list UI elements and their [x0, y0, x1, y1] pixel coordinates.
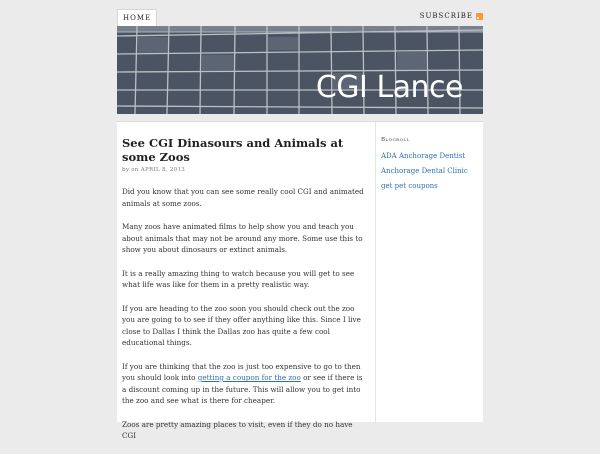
sidebar — [375, 122, 484, 422]
blogroll-link[interactable]: get pet coupons — [381, 182, 438, 190]
blog-post — [122, 136, 365, 442]
post-paragraph: If you are heading to the zoo soon you should check out the zoo you are going to to see if they offer anything like this. Since I live close to Dallas I think the Dallas zoo has quite a few cool educational things. — [122, 303, 361, 347]
post-paragraph: Zoos are pretty amazing places to visit, even if they do no have CGI — [122, 419, 353, 440]
zoo-coupon-link[interactable]: getting a coupon for the zoo — [197, 373, 301, 382]
top-nav — [117, 9, 483, 26]
post-meta — [122, 167, 365, 173]
content-area — [117, 121, 483, 440]
post-byline: by on — [122, 167, 141, 173]
post-paragraph: Many zoos have animated films to help show you and teach you about animals that may not be around any more. Some use this to show you about dinosaurs or extinct animals. — [122, 222, 363, 254]
blogroll-heading: Blogroll — [381, 137, 410, 143]
post-paragraph: Did you know that you can see some really cool CGI and animated animals at some zoos. — [122, 187, 364, 208]
subscribe-link[interactable] — [420, 12, 483, 20]
header-banner — [117, 26, 483, 114]
page-wrapper — [117, 9, 483, 440]
site-title[interactable]: CGI Lance — [315, 70, 463, 105]
paragraph-text: If you are thinking that the zoo is just too expensive to go to then you should look into — [122, 361, 361, 382]
blogroll-link[interactable]: Anchorage Dental Clinic — [381, 167, 468, 175]
nav-home-link[interactable]: HOME — [117, 9, 157, 26]
rss-icon — [476, 13, 483, 20]
subscribe-label: SUBSCRIBE — [419, 12, 473, 20]
post-date: APRIL 8, 2013 — [140, 167, 186, 173]
blogroll-list — [381, 149, 468, 194]
paragraph-text: or see if there is a discount coming up in the future. This will allow you to get into the zoo and see what is there for cheaper. — [122, 373, 363, 405]
post-paragraph: It is a really amazing thing to watch because you will get to see what life was like for them in a pretty realistic way. — [122, 268, 355, 289]
post-title[interactable]: See CGI Dinasours and Animals at some Zoos — [122, 136, 344, 164]
blogroll-link[interactable]: ADA Anchorage Dentist — [381, 152, 466, 160]
main-column — [122, 136, 365, 454]
